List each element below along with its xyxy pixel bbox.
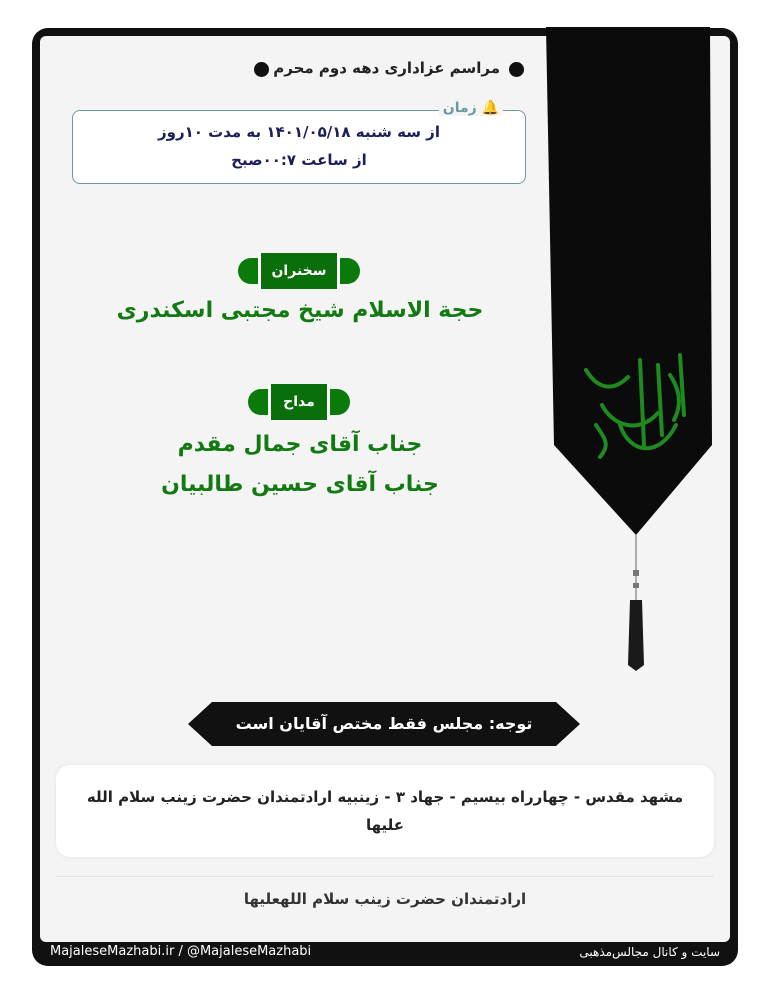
speaker-label: سخنران	[258, 253, 340, 289]
eulogist-name-1: جناب آقای جمال مقدم	[177, 432, 423, 457]
notice-banner	[188, 702, 580, 746]
organizer-text: ارادتمندان حضرت زینب سلام اللهعلیها	[243, 890, 527, 908]
speaker-name: حجة الاسلام شیخ مجتبی اسکندری	[116, 298, 484, 323]
footer-channel-text: سایت و کانال مجالس‌مذهبی	[579, 945, 720, 959]
footer-bar	[40, 942, 730, 964]
time-line-1: از سه شنبه ۱۴۰۱/۰۵/۱۸ به مدت ۱۰روز	[158, 123, 440, 141]
header-row	[250, 58, 530, 82]
mourning-banner	[540, 25, 722, 685]
bullet-dot-icon	[254, 62, 269, 77]
time-label	[439, 100, 503, 116]
footer-website-link[interactable]: MajaleseMazhabi.ir / @MajaleseMazhabi	[50, 944, 312, 959]
bell-icon: 🔔	[481, 100, 499, 116]
time-line-2: از ساعت ۰۰:۷صبح	[231, 151, 367, 169]
notice-text: توجه: مجلس فقط مختص آقایان است	[212, 702, 556, 746]
page-title: مراسم عزاداری دهه دوم محرم	[273, 59, 500, 77]
address-text: مشهد مقدس - چهارراه بیسیم - جهاد ۳ - زینبیه ارادتمندان حضرت زینب سلام الله علیها	[86, 788, 684, 834]
speaker-badge	[238, 253, 360, 289]
bullet-dot-icon	[509, 62, 524, 77]
eulogist-name-2: جناب آقای حسین طالبیان	[161, 472, 439, 497]
eulogist-badge	[248, 384, 350, 420]
time-box	[72, 100, 526, 184]
divider	[56, 876, 714, 877]
time-label-text: زمان	[442, 100, 477, 116]
address-card	[56, 765, 714, 857]
eulogist-label: مداح	[268, 384, 330, 420]
